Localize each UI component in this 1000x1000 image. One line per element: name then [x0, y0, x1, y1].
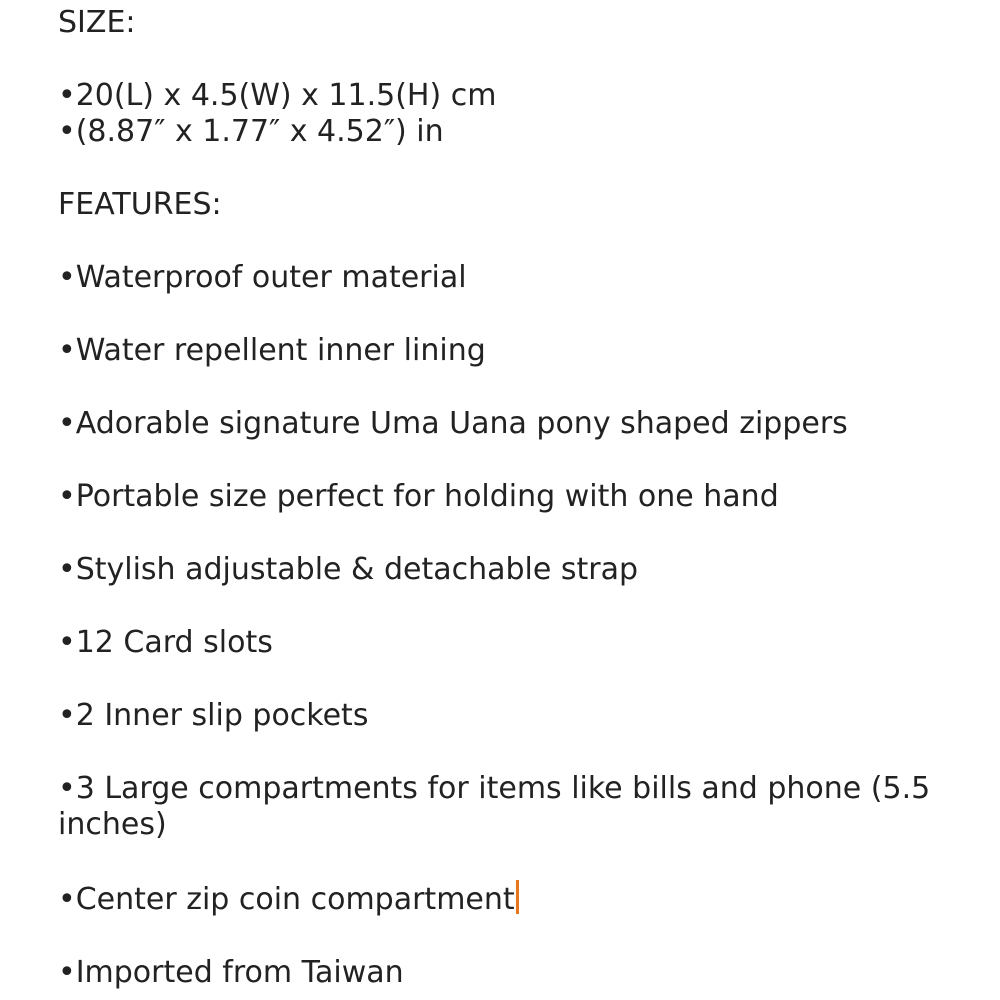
size-line-in: •(8.87″ x 1.77″ x 4.52″) in [58, 114, 444, 149]
text-editor[interactable] [58, 5, 968, 991]
blank-line [58, 588, 968, 625]
blank-line [58, 442, 968, 479]
blank-line [58, 515, 968, 552]
feature-item: •Portable size perfect for holding with one hand [58, 479, 779, 514]
feature-item: •2 Inner slip pockets [58, 698, 369, 733]
blank-line [58, 296, 968, 333]
blank-line [58, 41, 968, 78]
feature-item: •Adorable signature Uma Uana pony shaped zippers [58, 406, 848, 441]
feature-item: •Imported from Taiwan [58, 955, 404, 990]
size-heading: SIZE: [58, 5, 136, 40]
feature-item: •Center zip coin compartment [58, 882, 515, 917]
blank-line [58, 734, 968, 771]
features-heading: FEATURES: [58, 187, 222, 222]
feature-item: •12 Card slots [58, 625, 273, 660]
blank-line [58, 150, 968, 187]
size-line-cm: •20(L) x 4.5(W) x 11.5(H) cm [58, 78, 497, 113]
feature-item: •Water repellent inner lining [58, 333, 486, 368]
blank-line [58, 223, 968, 260]
blank-line [58, 918, 968, 955]
blank-line [58, 369, 968, 406]
feature-item: •3 Large compartments for items like bills and phone (5.5 inches) [58, 771, 931, 842]
feature-item: •Waterproof outer material [58, 260, 467, 295]
blank-line [58, 843, 968, 880]
text-cursor [516, 880, 519, 914]
blank-line [58, 661, 968, 698]
feature-item-with-cursor [58, 880, 968, 918]
feature-item: •Stylish adjustable & detachable strap [58, 552, 639, 587]
